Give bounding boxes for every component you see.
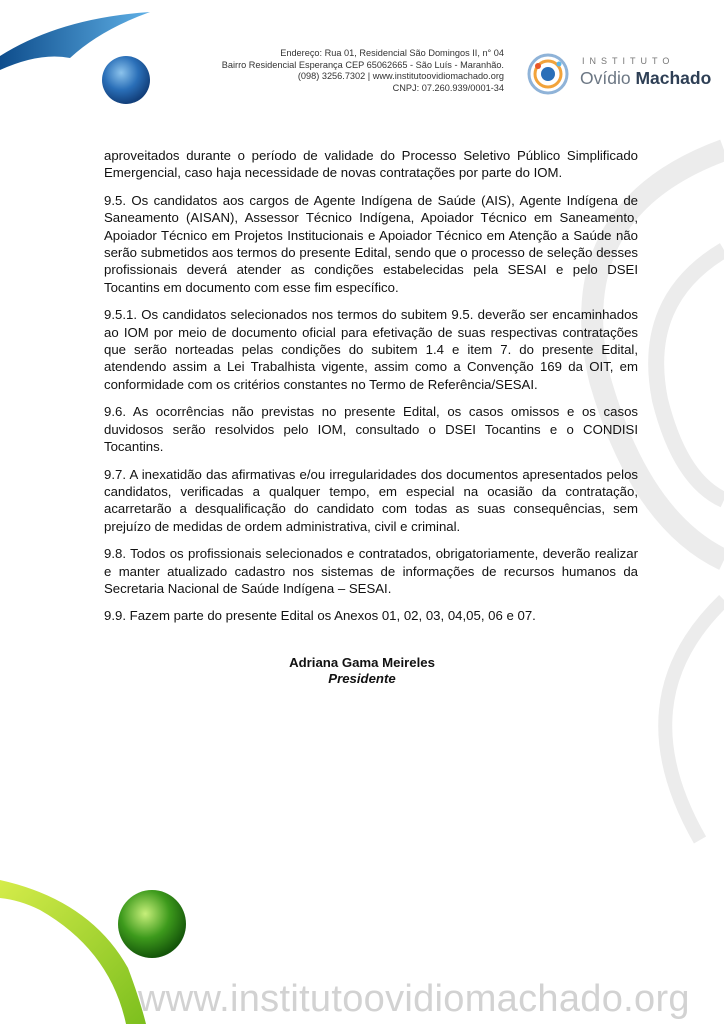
green-sphere (118, 890, 186, 958)
paragraph: 9.9. Fazem parte do presente Edital os Anexos 01, 02, 03, 04,05, 06 e 07. (104, 608, 536, 624)
paragraph: 9.7. A inexatidão das afirmativas e/ou irregularidades dos documentos apresentados pelos candidatos, verificadas a qualquer tempo, em especial na ocasião da contratação, acarretarão a desqualificação do candidato com todas as suas consequências, sem prejuízo de medidas de ordem administrativa, civil e criminal. (104, 466, 638, 534)
logo-name (580, 68, 711, 89)
document-body (104, 147, 638, 635)
header-address (144, 48, 504, 94)
paragraph: 9.5.1. Os candidatos selecionados nos termos do subitem 9.5. deverão ser encaminhados ao IOM por meio de documento oficial para efetivação de suas respectivas contratações que serão norteadas pelas condições do subitem 1.4 e item 7. do presente Edital, atendendo assim a Lei Trabalhista vigente, assim como a Convenção 169 da OIT, em conformidade com os critérios constantes no Termo de Referência/SESAI. (104, 307, 638, 392)
logo-small-text: INSTITUTO (582, 56, 675, 66)
address-line: Bairro Residencial Esperança CEP 65062665 - São Luís - Maranhão. (221, 59, 504, 70)
logo-name-bold: Machado (635, 68, 712, 88)
address-line: (098) 3256.7302 | www.institutoovidiomachado.org (297, 71, 504, 82)
paragraph: aproveitados durante o período de validade do Processo Seletivo Público Simplificado Emergencial, caso haja necessidade de novas contratações por parte do IOM. (104, 148, 638, 181)
address-line: CNPJ: 07.260.939/0001-34 (392, 82, 504, 93)
signature-block (0, 655, 724, 687)
institute-logo (526, 50, 712, 98)
signatory-name: Adriana Gama Meireles (289, 655, 435, 670)
lime-swoosh (0, 880, 146, 1024)
concentric-circles-logo-icon (526, 50, 576, 98)
paragraph: 9.8. Todos os profissionais selecionados e contratados, obrigatoriamente, deverão realizar e manter atualizado cadastro nos sistemas de informações de recursos humanos da Secretaria Nacional de Saúde Indígena – SESAI. (104, 546, 638, 596)
signatory-role: Presidente (328, 671, 396, 686)
footer-website: www.institutoovidiomachado.org (138, 978, 690, 1020)
address-line: Endereço: Rua 01, Residencial São Domingos II, n° 04 (280, 48, 504, 58)
paragraph: 9.6. As ocorrências não previstas no presente Edital, os casos omissos e os casos duvidosos serão resolvidos pelo IOM, consultado o DSEI Tocantins e o CONDISI Tocantins. (104, 404, 638, 455)
blue-sphere (102, 56, 150, 104)
paragraph: 9.5. Os candidatos aos cargos de Agente Indígena de Saúde (AIS), Agente Indígena de Saneamento (AISAN), Assessor Técnico Indígena, Apoiador Técnico em Saneamento, Apoiador Técnico em Projetos Institucionais e Apoiador Técnico em Atenção a Saúde não serão submetidos aos termos do presente Edital, sendo que o processo de seleção desses profissionais deverá atender as condições estabelecidas pela SESAI e pelo DSEI Tocantins em documento com esse fim específico. (104, 192, 638, 295)
logo-name-light: Ovídio (580, 68, 631, 88)
